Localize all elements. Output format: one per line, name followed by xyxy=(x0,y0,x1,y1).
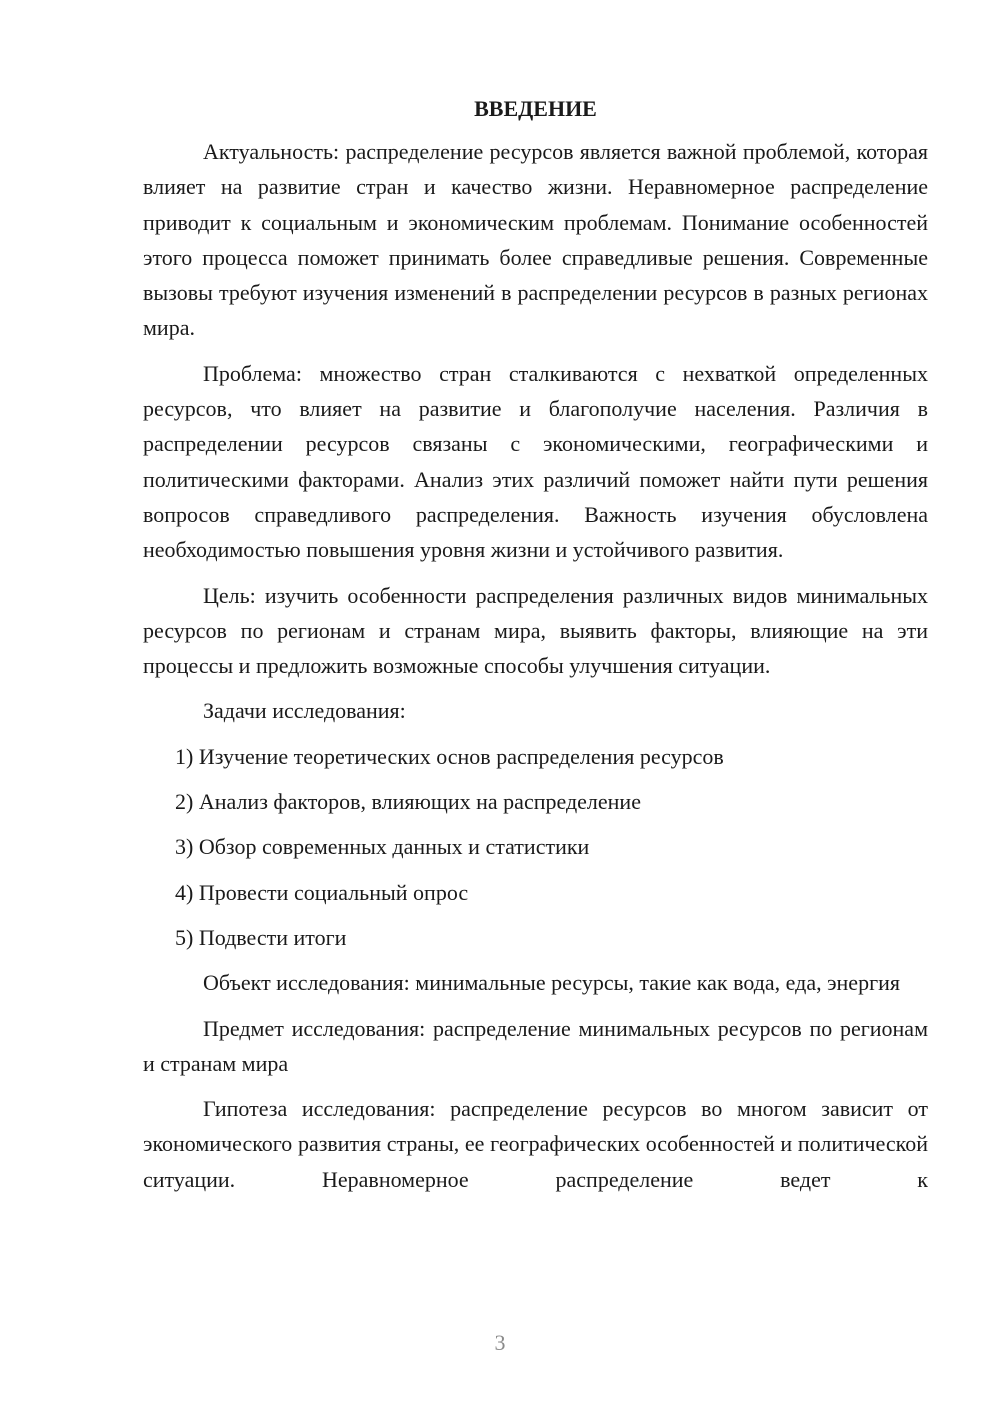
list-item: 1) Изучение теоретических основ распределения ресурсов xyxy=(175,743,724,769)
paragraph-problem: Проблема: множество стран сталкиваются с нехваткой определенных ресурсов, что влияет на развитие и благополучие населения. Различия в распределении ресурсов связаны с экономическими, географическими и политическими факторами. Анализ этих различий поможет найти пути решения вопросов справедливого распределения. Важность изучения обусловлена необходимостью повышения уровня жизни и устойчивого развития. xyxy=(143,360,928,563)
list-item: 3) Обзор современных данных и статистики xyxy=(175,834,590,860)
list-item: 4) Провести социальный опрос xyxy=(175,879,469,905)
paragraph-goal: Цель: изучить особенности распределения различных видов минимальных ресурсов по регионам и странам мира, выявить факторы, влияющие на эти процессы и предложить возможные способы улучшения ситуации. xyxy=(143,582,928,679)
paragraph-actuality: Актуальность: распределение ресурсов является важной проблемой, которая влияет на развитие стран и качество жизни. Неравномерное распределение приводит к социальным и экономическим проблемам. Понимание особенностей этого процесса поможет принимать более справедливые решения. Современные вызовы требуют изучения изменений в распределении ресурсов в разных регионах мира. xyxy=(143,139,928,341)
list-item: 2) Анализ факторов, влияющих на распределение xyxy=(175,789,641,815)
paragraph-hypothesis: Гипотеза исследования: распределение ресурсов во многом зависит от экономического развития страны, ее географических особенностей и политической ситуации. Неравномерное распределение ведет к xyxy=(143,1096,928,1192)
paragraph-subject: Предмет исследования: распределение минимальных ресурсов по регионам и странам мира xyxy=(143,1015,928,1076)
paragraph-object: Объект исследования: минимальные ресурсы, такие как вода, еда, энергия xyxy=(203,970,900,996)
tasks-list xyxy=(143,739,928,955)
page-content xyxy=(143,92,928,1197)
tasks-title: Задачи исследования: xyxy=(203,698,406,724)
page-number: 3 xyxy=(494,1330,506,1355)
section-heading: ВВЕДЕНИЕ xyxy=(474,96,597,121)
list-item: 5) Подвести итоги xyxy=(175,924,347,950)
